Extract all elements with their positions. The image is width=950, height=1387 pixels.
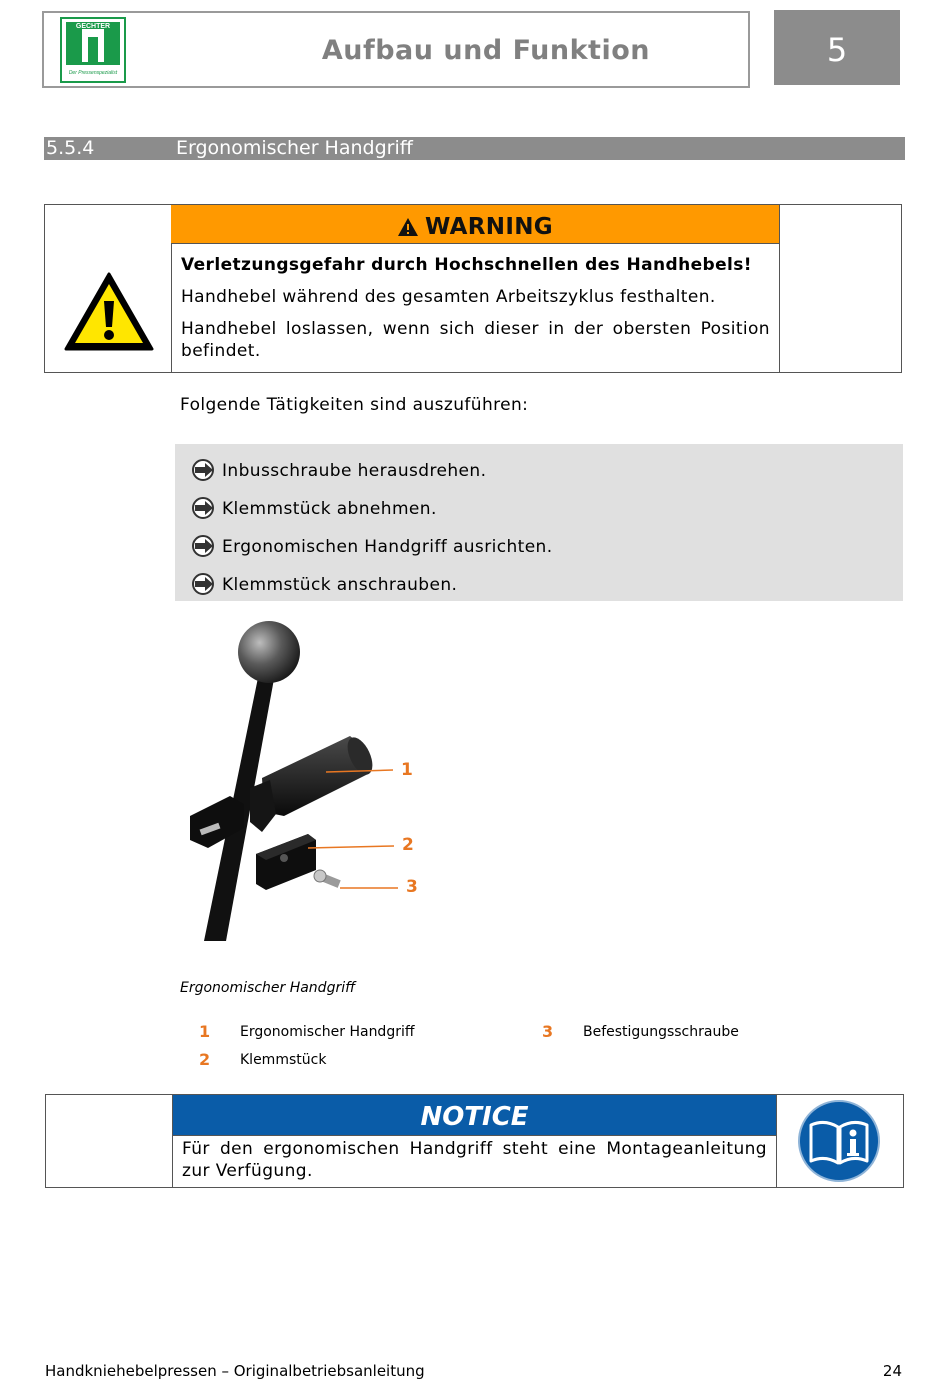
steps-list bbox=[175, 444, 903, 601]
section-title: Ergonomischer Handgriff bbox=[176, 137, 413, 159]
warning-label-text: WARNING bbox=[425, 214, 553, 240]
notice-label: NOTICE bbox=[173, 1095, 776, 1136]
svg-text:Der Pressenspezialist: Der Pressenspezialist bbox=[68, 70, 118, 76]
warning-icon-cell bbox=[45, 205, 172, 372]
legend-number: 1 bbox=[199, 1022, 211, 1041]
arrow-right-icon bbox=[192, 459, 216, 481]
notice-left-cell bbox=[46, 1095, 173, 1187]
legend-text: Befestigungsschraube bbox=[583, 1024, 739, 1040]
header-box bbox=[42, 11, 750, 88]
svg-text:GECHTER: GECHTER bbox=[75, 23, 111, 30]
arrow-right-icon bbox=[192, 535, 216, 557]
footer-document-title: Handkniehebelpressen – Originalbetriebsanleitung bbox=[45, 1362, 425, 1380]
arrow-right-icon bbox=[192, 497, 216, 519]
warning-line: Handhebel während des gesamten Arbeitszyklus festhalten. bbox=[181, 287, 716, 307]
warning-line: Handhebel loslassen, wenn sich dieser in der obersten Position befindet. bbox=[181, 319, 770, 361]
chapter-number: 5 bbox=[774, 10, 900, 85]
callout-2: 2 bbox=[402, 835, 414, 855]
info-book-icon bbox=[797, 1099, 881, 1183]
notice-box bbox=[45, 1094, 904, 1188]
warning-label bbox=[171, 205, 779, 244]
step-text: Inbusschraube herausdrehen. bbox=[222, 461, 487, 481]
warning-body bbox=[181, 254, 770, 372]
step-text: Ergonomischen Handgriff ausrichten. bbox=[222, 537, 553, 557]
page-header-title: Aufbau und Funktion bbox=[321, 35, 650, 66]
ball-knob bbox=[238, 621, 300, 683]
handle-assembly-figure bbox=[180, 618, 440, 948]
figure-caption: Ergonomischer Handgriff bbox=[180, 980, 356, 996]
warning-triangle-icon bbox=[63, 271, 155, 353]
list-item bbox=[192, 458, 486, 484]
list-item bbox=[192, 572, 457, 598]
step-text: Klemmstück abnehmen. bbox=[222, 499, 437, 519]
fixing-screw bbox=[314, 870, 341, 888]
list-item bbox=[192, 534, 553, 560]
legend-number: 3 bbox=[542, 1022, 554, 1041]
notice-icon-cell bbox=[776, 1095, 904, 1187]
warning-right-cell bbox=[779, 205, 902, 372]
intro-text: Folgende Tätigkeiten sind auszuführen: bbox=[180, 395, 529, 415]
notice-text: Für den ergonomischen Handgriff steht eine Montageanleitung zur Verfügung. bbox=[182, 1139, 767, 1181]
warning-box bbox=[44, 204, 902, 373]
step-text: Klemmstück anschrauben. bbox=[222, 575, 458, 595]
warning-headline: Verletzungsgefahr durch Hochschnellen des Handhebels! bbox=[181, 255, 752, 275]
legend-text: Ergonomischer Handgriff bbox=[240, 1024, 415, 1040]
legend-number: 2 bbox=[199, 1050, 211, 1069]
callout-1: 1 bbox=[401, 760, 413, 780]
warning-small-icon bbox=[397, 217, 419, 237]
callout-3: 3 bbox=[406, 877, 418, 897]
section-number: 5.5.4 bbox=[46, 137, 95, 159]
section-heading-bar bbox=[44, 137, 905, 160]
footer-page-number: 24 bbox=[882, 1362, 902, 1380]
arrow-right-icon bbox=[192, 573, 216, 595]
legend-text: Klemmstück bbox=[240, 1052, 327, 1068]
list-item bbox=[192, 496, 437, 522]
